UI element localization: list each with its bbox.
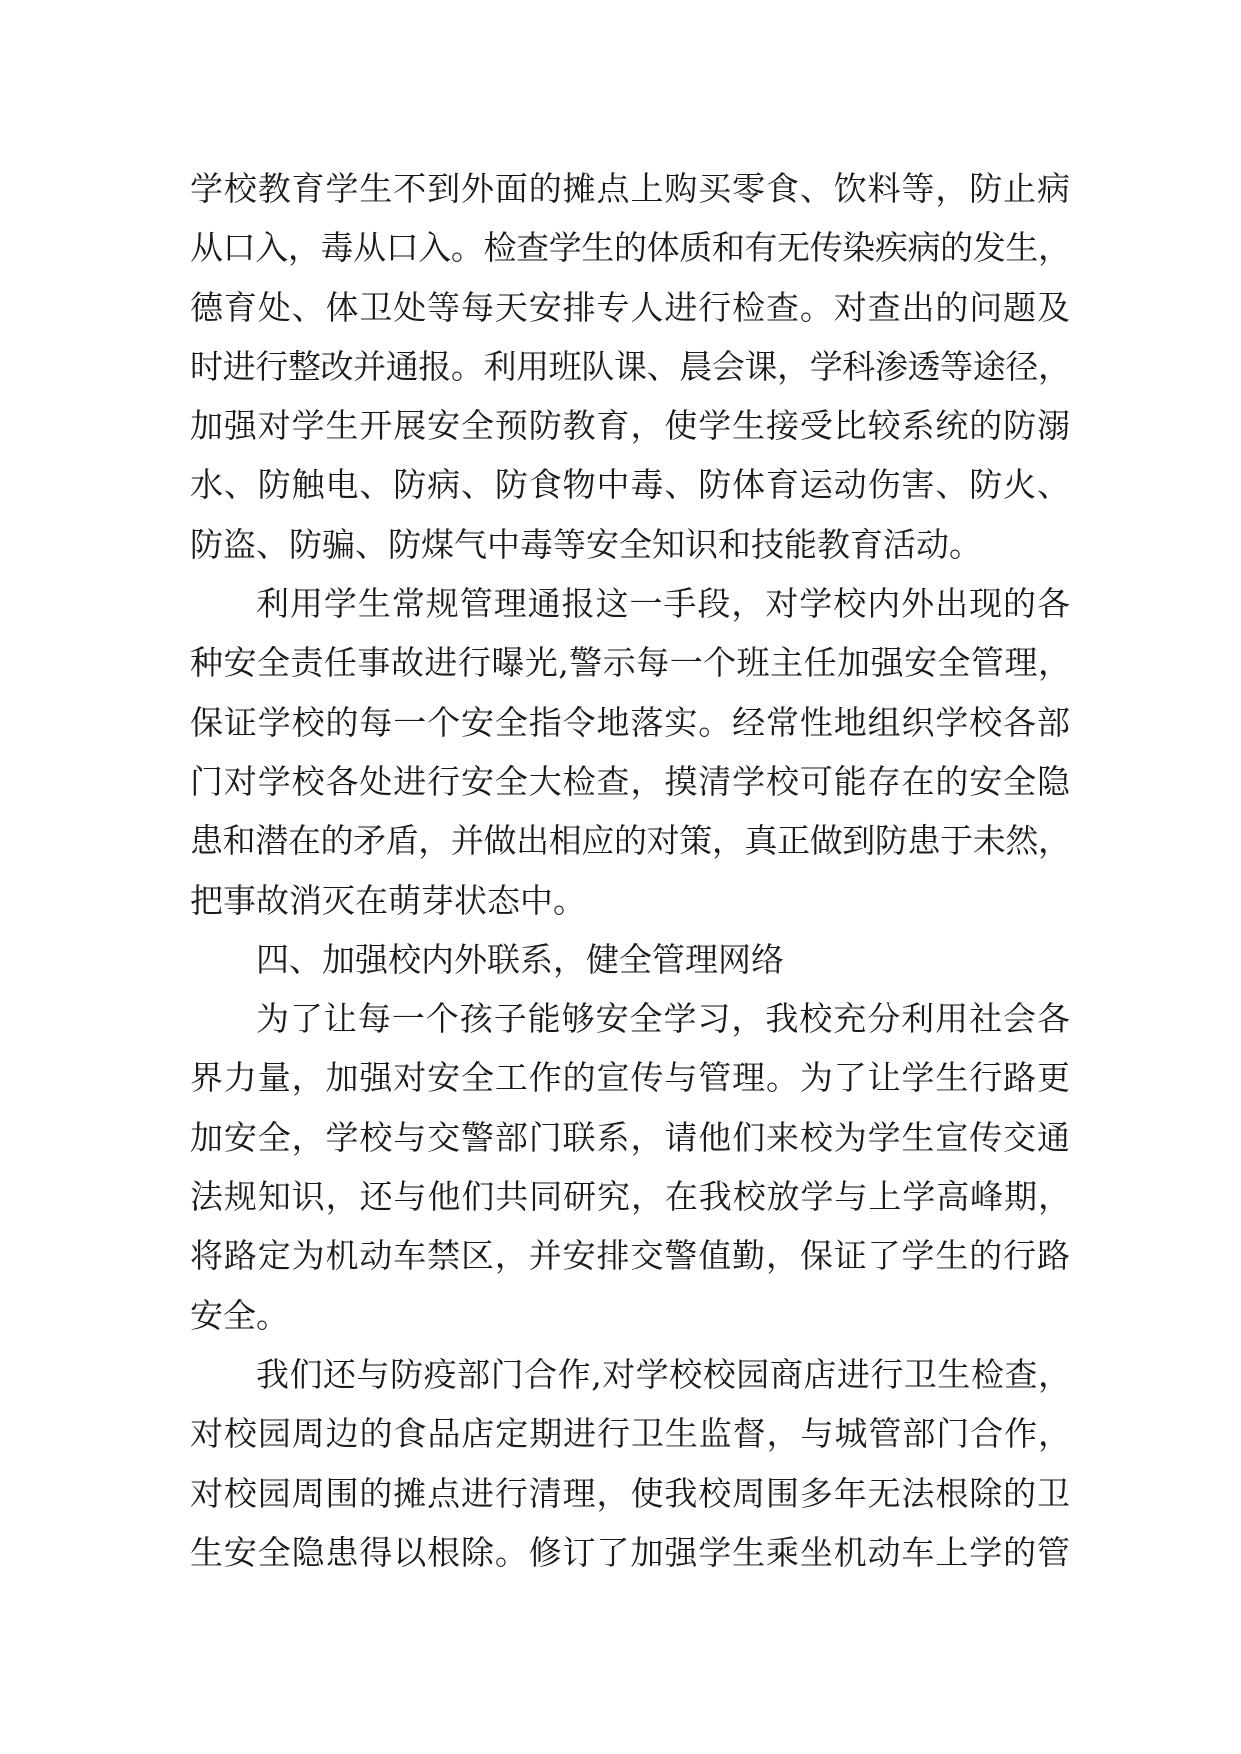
- text-line: 加安全，学校与交警部门联系，请他们来校为学生宣传交通: [190, 1117, 1070, 1157]
- text-line: 保证学校的每一个安全指令地落实。经常性地组织学校各部: [190, 702, 1070, 742]
- text-line: 患和潜在的矛盾，并做出相应的对策，真正做到防患于未然，: [190, 821, 1070, 861]
- text-line: 界力量，加强对安全工作的宣传与管理。为了让学生行路更: [190, 1058, 1070, 1098]
- text-line: 将路定为机动车禁区，并安排交警值勤，保证了学生的行路: [190, 1236, 1070, 1276]
- paragraph-first-line: 为了让每一个孩子能够安全学习，我校充分利用社会各: [256, 999, 1070, 1039]
- text-line: 把事故消灭在萌芽状态中。: [190, 880, 586, 920]
- text-line: 时进行整改并通报。利用班队课、晨会课，学科渗透等途径，: [190, 346, 1070, 386]
- text-line: 水、防触电、防病、防食物中毒、防体育运动伤害、防火、: [190, 465, 1070, 505]
- paragraph-first-line: 我们还与防疫部门合作,对学校校园商店进行卫生检查，: [256, 1354, 1070, 1394]
- text-line: 种安全责任事故进行曝光,警示每一个班主任加强安全管理，: [190, 643, 1070, 683]
- text-line: 门对学校各处进行安全大检查，摸清学校可能存在的安全隐: [190, 761, 1070, 801]
- text-line: 从口入，毒从口入。检查学生的体质和有无传染疾病的发生，: [190, 228, 1070, 268]
- text-line: 法规知识，还与他们共同研究，在我校放学与上学高峰期，: [190, 1177, 1070, 1217]
- paragraph-first-line: 利用学生常规管理通报这一手段，对学校内外出现的各: [256, 584, 1070, 624]
- text-line: 生安全隐患得以根除。修订了加强学生乘坐机动车上学的管: [190, 1532, 1070, 1572]
- section-heading: 四、加强校内外联系，健全管理网络: [256, 939, 784, 979]
- document-body: [190, 159, 1070, 1582]
- text-line: 防盗、防骗、防煤气中毒等安全知识和技能教育活动。: [190, 524, 982, 564]
- text-line: 加强对学生开展安全预防教育，使学生接受比较系统的防溺: [190, 406, 1070, 446]
- text-line: 安全。: [190, 1295, 289, 1335]
- text-line: 德育处、体卫处等每天安排专人进行检查。对查出的问题及: [190, 287, 1070, 327]
- text-line: 对校园周边的食品店定期进行卫生监督，与城管部门合作，: [190, 1414, 1070, 1454]
- text-line: 学校教育学生不到外面的摊点上购买零食、饮料等，防止病: [190, 169, 1070, 208]
- text-line: 对校园周围的摊点进行清理，使我校周围多年无法根除的卫: [190, 1473, 1070, 1513]
